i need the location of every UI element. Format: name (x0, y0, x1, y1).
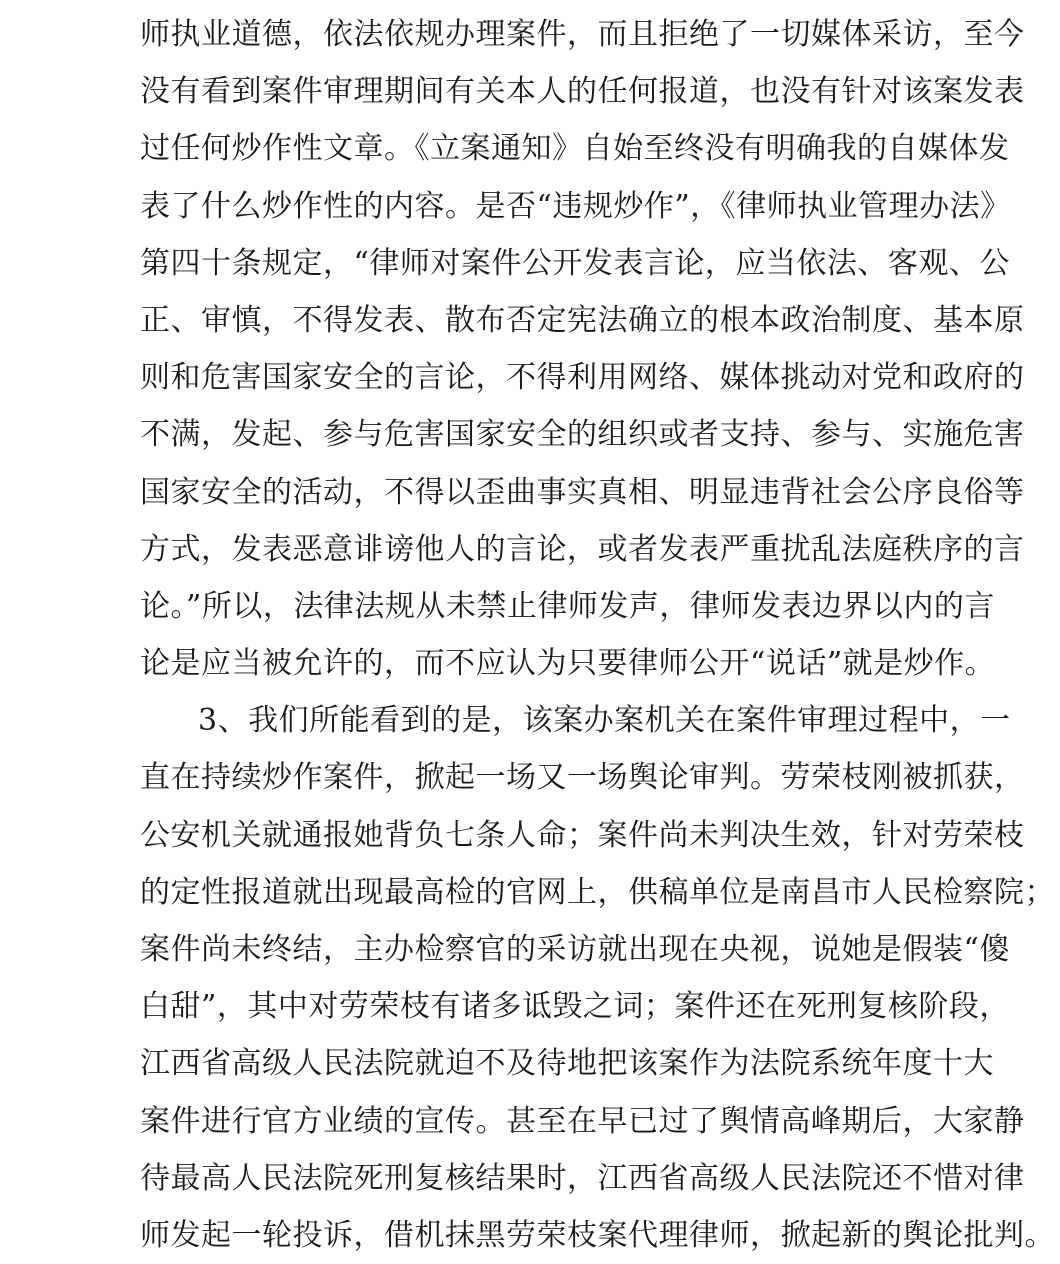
text-line: 公安机关就通报她背负七条人命；案件尚未判决生效，针对劳荣枝 (140, 817, 1025, 853)
paragraph-last-line: 师发起一轮投诉，借机抹黑劳荣枝案代理律师，掀起新的舆论批判。 (140, 1217, 1055, 1253)
text-line: 待最高人民法院死刑复核结果时，江西省高级人民法院还不惜对律 (140, 1160, 1025, 1196)
text-line: 国家安全的活动，不得以歪曲事实真相、明显违背社会公序良俗等 (140, 474, 1025, 510)
text-line: 没有看到案件审理期间有关本人的任何报道，也没有针对该案发表 (140, 74, 1025, 110)
text-line: 白甜”，其中对劳荣枝有诸多诋毁之词；案件还在死刑复核阶段， (140, 989, 1010, 1025)
text-line: 不满，发起、参与危害国家安全的组织或者支持、参与、实施危害 (140, 417, 1025, 453)
text-line: 则和危害国家安全的言论，不得利用网络、媒体挑动对党和政府的 (140, 360, 1025, 396)
text-line: 的定性报道就出现最高检的官网上，供稿单位是南昌市人民检察院； (140, 874, 1055, 910)
text-line: 方式，发表恶意诽谤他人的言论，或者发表严重扰乱法庭秩序的言 (140, 531, 1025, 567)
text-line: 师执业道德，依法依规办理案件，而且拒绝了一切媒体采访，至今 (140, 17, 1025, 52)
text-line: 第四十条规定，“律师对案件公开发表言论，应当依法、客观、公 (140, 245, 1010, 281)
text-line: 直在持续炒作案件，掀起一场又一场舆论审判。劳荣枝刚被抓获， (140, 760, 1025, 796)
document-body (140, 6, 1055, 1264)
text-line: 案件进行官方业绩的宣传。甚至在早已过了舆情高峰期后，大家静 (140, 1103, 1025, 1139)
paragraph-first-line: 3、我们所能看到的是，该案办案机关在案件审理过程中，一 (198, 703, 1011, 739)
text-line: 案件尚未终结，主办检察官的采访就出现在央视，说她是假装“傻 (140, 932, 1010, 967)
text-line: 江西省高级人民法院就迫不及待地把该案作为法院系统年度十大 (140, 1046, 994, 1082)
text-line: 正、审慎，不得发表、散布否定宪法确立的根本政治制度、基本原 (140, 302, 1025, 338)
text-line: 表了什么炒作性的内容。是否“违规炒作”，《律师执业管理办法》 (140, 188, 1011, 224)
paragraph-last-line: 论是应当被允许的，而不应认为只要律师公开“说话”就是炒作。 (140, 646, 996, 682)
text-line: 论。”所以，法律法规从未禁止律师发声，律师发表边界以内的言 (140, 588, 995, 624)
text-line: 过任何炒作性文章。《立案通知》自始至终没有明确我的自媒体发 (140, 131, 1010, 167)
